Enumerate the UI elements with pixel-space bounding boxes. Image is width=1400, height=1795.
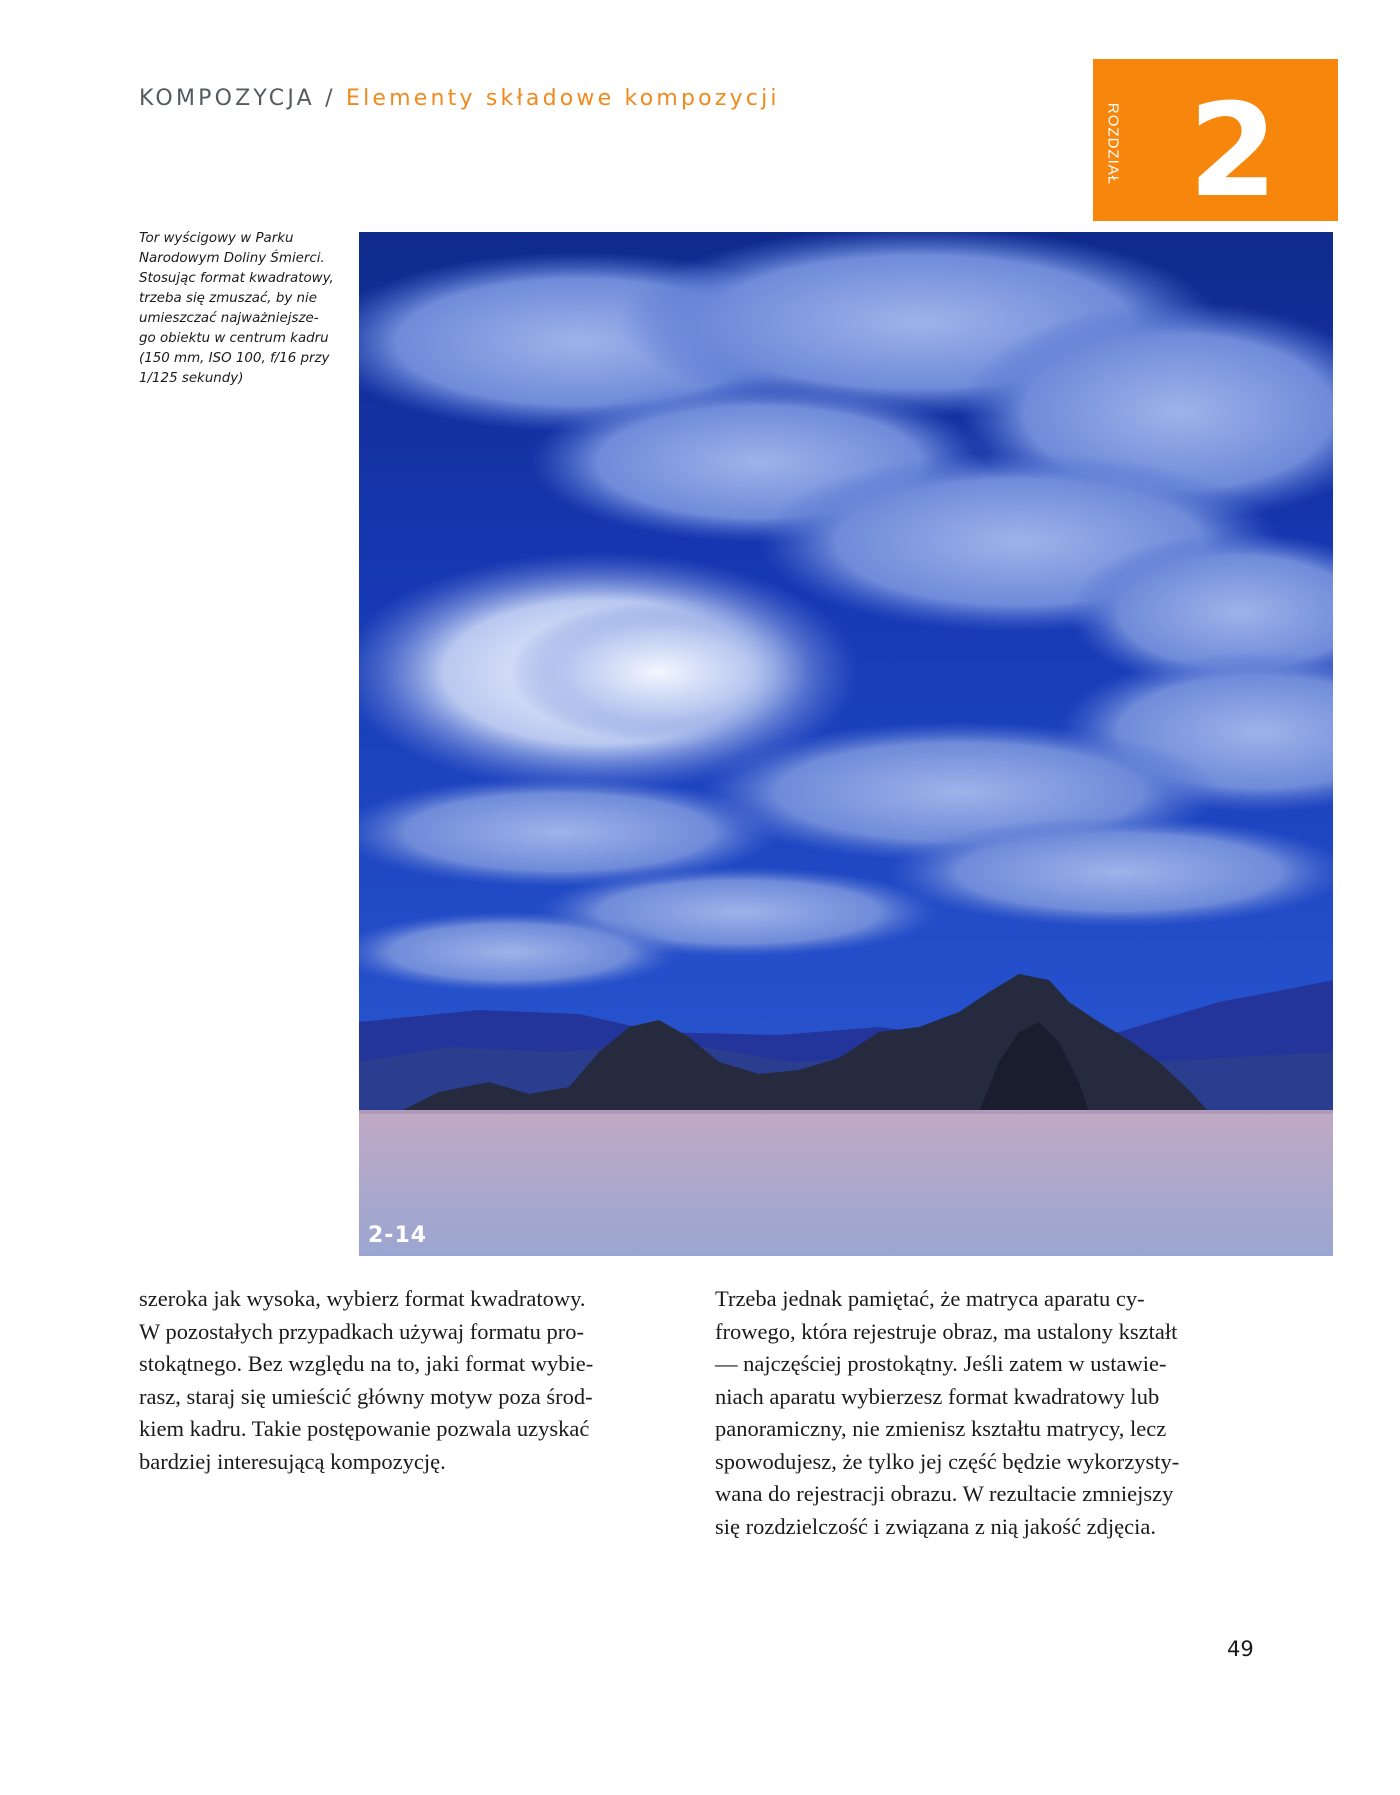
- body-line: panoramiczny, nie zmienisz kształtu matrycy, lecz: [715, 1416, 1167, 1441]
- body-line: wana do rejestracji obrazu. W rezultacie zmniejszy: [715, 1481, 1174, 1506]
- running-head: [139, 86, 780, 111]
- body-line: się rozdzielczość i związana z nią jakość zdjęcia.: [715, 1513, 1157, 1539]
- body-line: W pozostałych przypadkach używaj formatu pro-: [139, 1318, 585, 1344]
- body-line: spowodujesz, że tylko jej część będzie wykorzysty-: [715, 1448, 1180, 1474]
- body-line: — najczęściej prostokątny. Jeśli zatem w ustawie-: [715, 1351, 1167, 1376]
- page-number: 49: [1227, 1637, 1254, 1661]
- body-column-left: [139, 1283, 669, 1478]
- body-line: stokątnego. Bez względu na to, jaki format wybie-: [139, 1351, 594, 1376]
- body-line: bardziej interesującą kompozycję.: [139, 1448, 446, 1474]
- running-head-section: KOMPOZYCJA: [139, 86, 315, 111]
- body-line: kiem kadru. Takie postępowanie pozwala uzyskać: [139, 1416, 590, 1441]
- running-head-subsection: Elementy składowe kompozycji: [345, 86, 780, 111]
- chapter-label: [1093, 59, 1133, 221]
- body-line: rasz, staraj się umieścić główny motyw poza środ-: [139, 1383, 593, 1409]
- body-line: frowego, która rejestruje obraz, ma ustalony kształt: [715, 1318, 1178, 1344]
- body-line: niach aparatu wybierzesz format kwadratowy lub: [715, 1383, 1160, 1409]
- body-column-right: [715, 1283, 1245, 1543]
- figure-photo: [359, 232, 1333, 1256]
- figure-number: 2-14: [368, 1223, 428, 1248]
- chapter-label-text: ROZDZIAŁ: [1104, 102, 1122, 186]
- body-line: Trzeba jednak pamiętać, że matryca aparatu cy-: [715, 1286, 1145, 1311]
- body-line: szeroka jak wysoka, wybierz format kwadratowy.: [139, 1286, 586, 1311]
- chapter-number: 2: [1188, 77, 1278, 226]
- landscape-photo-icon: [359, 232, 1333, 1256]
- figure-caption: Tor wyścigowy w Parku Narodowym Doliny Śmierci. Stosując format kwadratowy, trzeba się zmuszać, by nie umieszczać najważniejsze- go obiektu w centrum kadru (150 mm, ISO 100, f/16 przy 1/125 sekundy): [139, 231, 334, 386]
- running-head-separator: /: [325, 86, 336, 111]
